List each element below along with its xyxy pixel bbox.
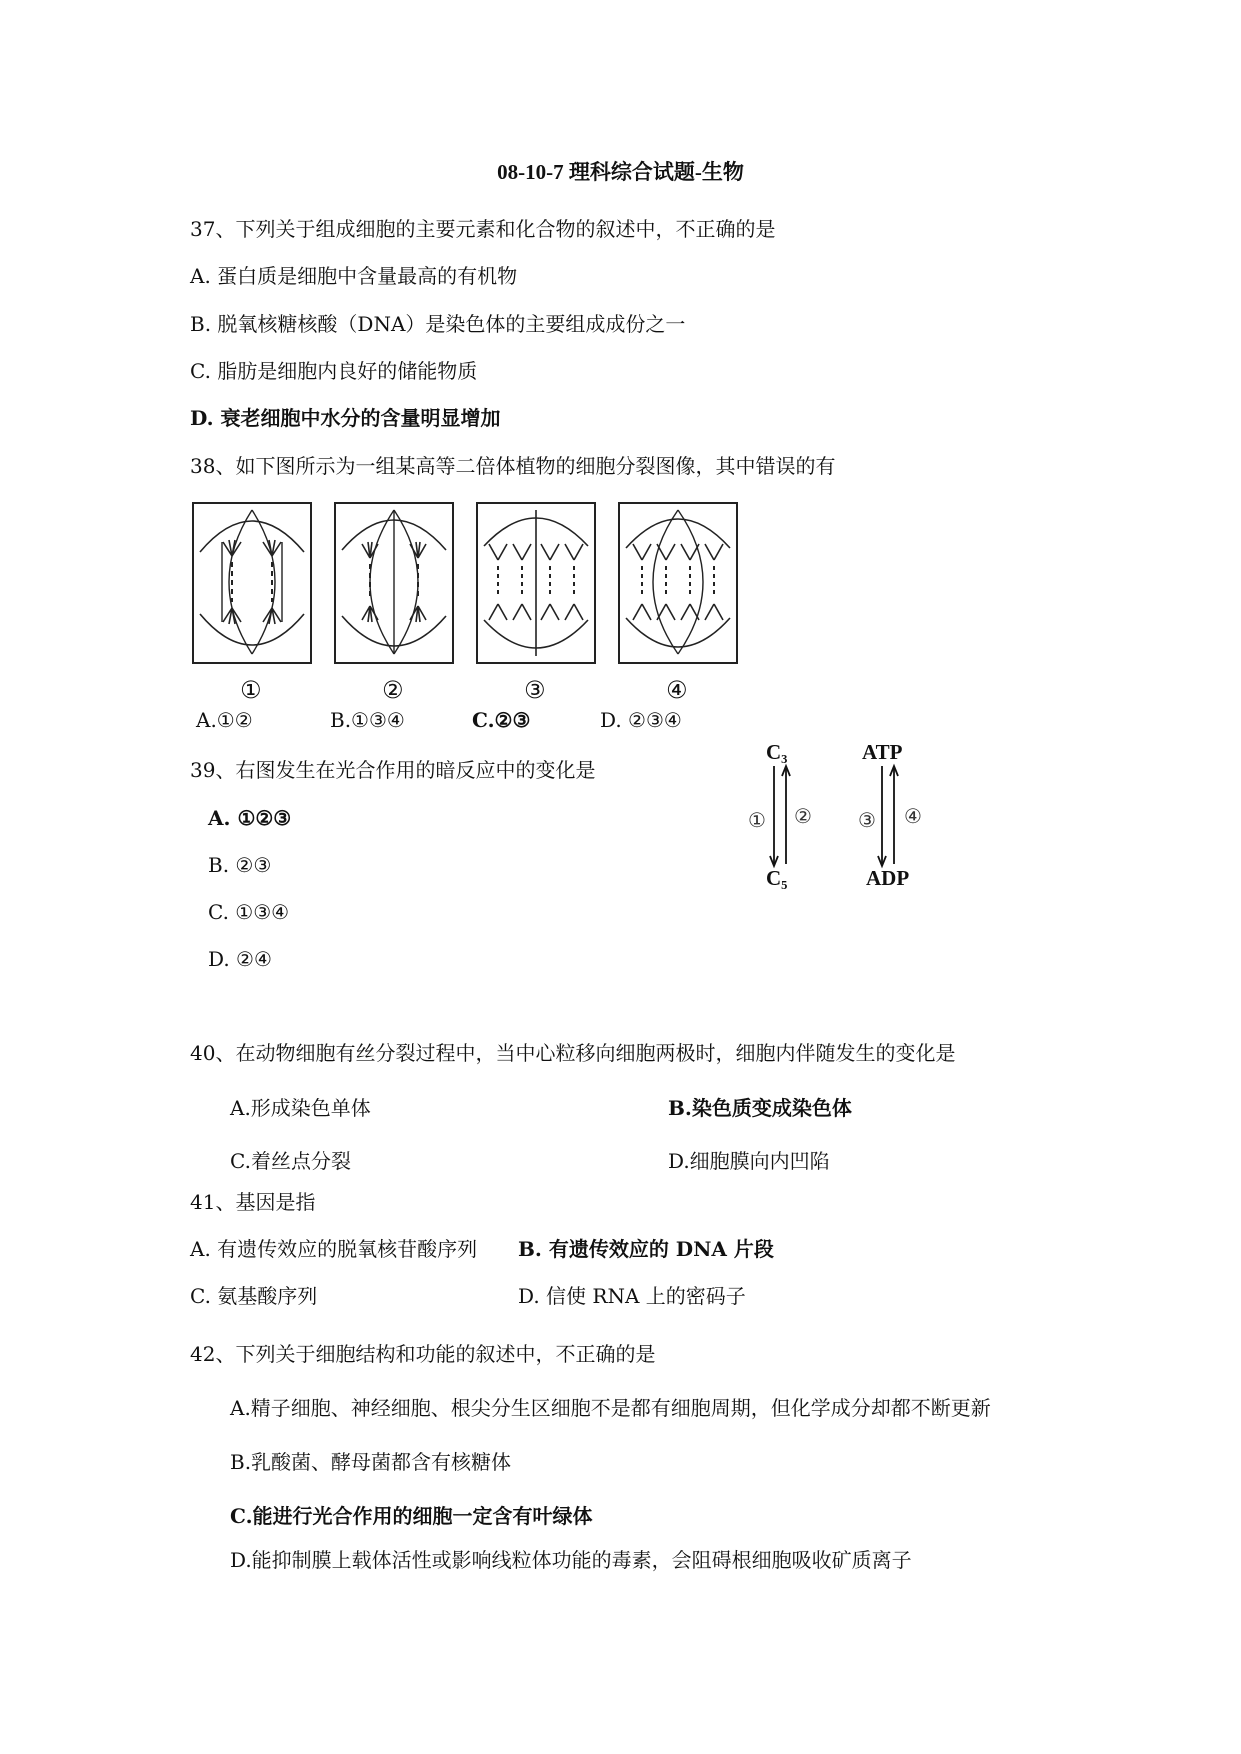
q42-option-d: D.能抑制膜上载体活性或影响线粒体功能的毒素，会阻碍根细胞吸收矿质离子: [230, 1548, 912, 1572]
q40-option-d: D.细胞膜向内凹陷: [668, 1149, 830, 1173]
q41-option-c: C. 氨基酸序列: [190, 1284, 318, 1308]
cell-division-figure-2: [334, 502, 456, 668]
cell-division-figure-4: [618, 502, 740, 668]
figure-label-4: ④: [666, 676, 688, 704]
q37-option-a: A. 蛋白质是细胞中含量最高的有机物: [190, 264, 518, 288]
q41-option-a: A. 有遗传效应的脱氧核苷酸序列: [190, 1237, 478, 1261]
page-title: 08-10-7 理科综合试题-生物: [497, 160, 744, 184]
cell-division-figure-3: [476, 502, 598, 668]
q40-stem: 40、在动物细胞有丝分裂过程中，当中心粒移向细胞两极时，细胞内伴随发生的变化是: [190, 1041, 956, 1065]
arrow-num-4: ④: [904, 804, 922, 828]
c3-label: C₃: [766, 740, 788, 764]
q42-option-a: A.精子细胞、神经细胞、根尖分生区细胞不是都有细胞周期，但化学成分却都不断更新: [230, 1396, 991, 1420]
atp-label: ATP: [862, 740, 903, 764]
q41-stem: 41、基因是指: [190, 1190, 316, 1214]
figure-label-3: ③: [524, 676, 546, 704]
q38-option-a: A.①②: [196, 708, 253, 732]
cell-division-figure-1: [192, 502, 314, 668]
arrow-num-3: ③: [858, 808, 876, 832]
q42-stem: 42、下列关于细胞结构和功能的叙述中，不正确的是: [190, 1342, 656, 1366]
c5-label: C₅: [766, 866, 788, 890]
arrow-num-1: ①: [748, 808, 766, 832]
q37-option-b: B. 脱氧核糖核酸（DNA）是染色体的主要组成成份之一: [190, 312, 686, 336]
q40-option-a: A.形成染色单体: [230, 1096, 371, 1120]
q38-option-d: D. ②③④: [600, 708, 682, 732]
q37-option-d: D. 衰老细胞中水分的含量明显增加: [190, 406, 501, 430]
q39-option-c: C. ①③④: [208, 900, 290, 924]
q37-option-c: C. 脂肪是细胞内良好的储能物质: [190, 359, 478, 383]
arrow-num-2: ②: [794, 804, 812, 828]
q42-option-c: C.能进行光合作用的细胞一定含有叶绿体: [230, 1504, 593, 1528]
q39-stem: 39、右图发生在光合作用的暗反应中的变化是: [190, 758, 596, 782]
q39-option-d: D. ②④: [208, 947, 272, 971]
q38-option-b: B.①③④: [330, 708, 405, 732]
q38-option-c: C.②③: [472, 708, 531, 732]
adp-label: ADP: [866, 866, 910, 890]
q40-option-b: B.染色质变成染色体: [668, 1096, 852, 1120]
reaction-arrows: [760, 758, 920, 878]
q39-option-a: A. ①②③: [208, 806, 292, 830]
q42-option-b: B.乳酸菌、酵母菌都含有核糖体: [230, 1450, 512, 1474]
q40-option-c: C.着丝点分裂: [230, 1149, 351, 1173]
q39-option-b: B. ②③: [208, 853, 272, 877]
figure-label-2: ②: [382, 676, 404, 704]
q41-option-b: B. 有遗传效应的 DNA 片段: [518, 1237, 774, 1261]
q38-stem: 38、如下图所示为一组某高等二倍体植物的细胞分裂图像，其中错误的有: [190, 454, 836, 478]
figure-label-1: ①: [240, 676, 262, 704]
q41-option-d: D. 信使 RNA 上的密码子: [518, 1284, 746, 1308]
q37-stem: 37、下列关于组成细胞的主要元素和化合物的叙述中，不正确的是: [190, 217, 776, 241]
